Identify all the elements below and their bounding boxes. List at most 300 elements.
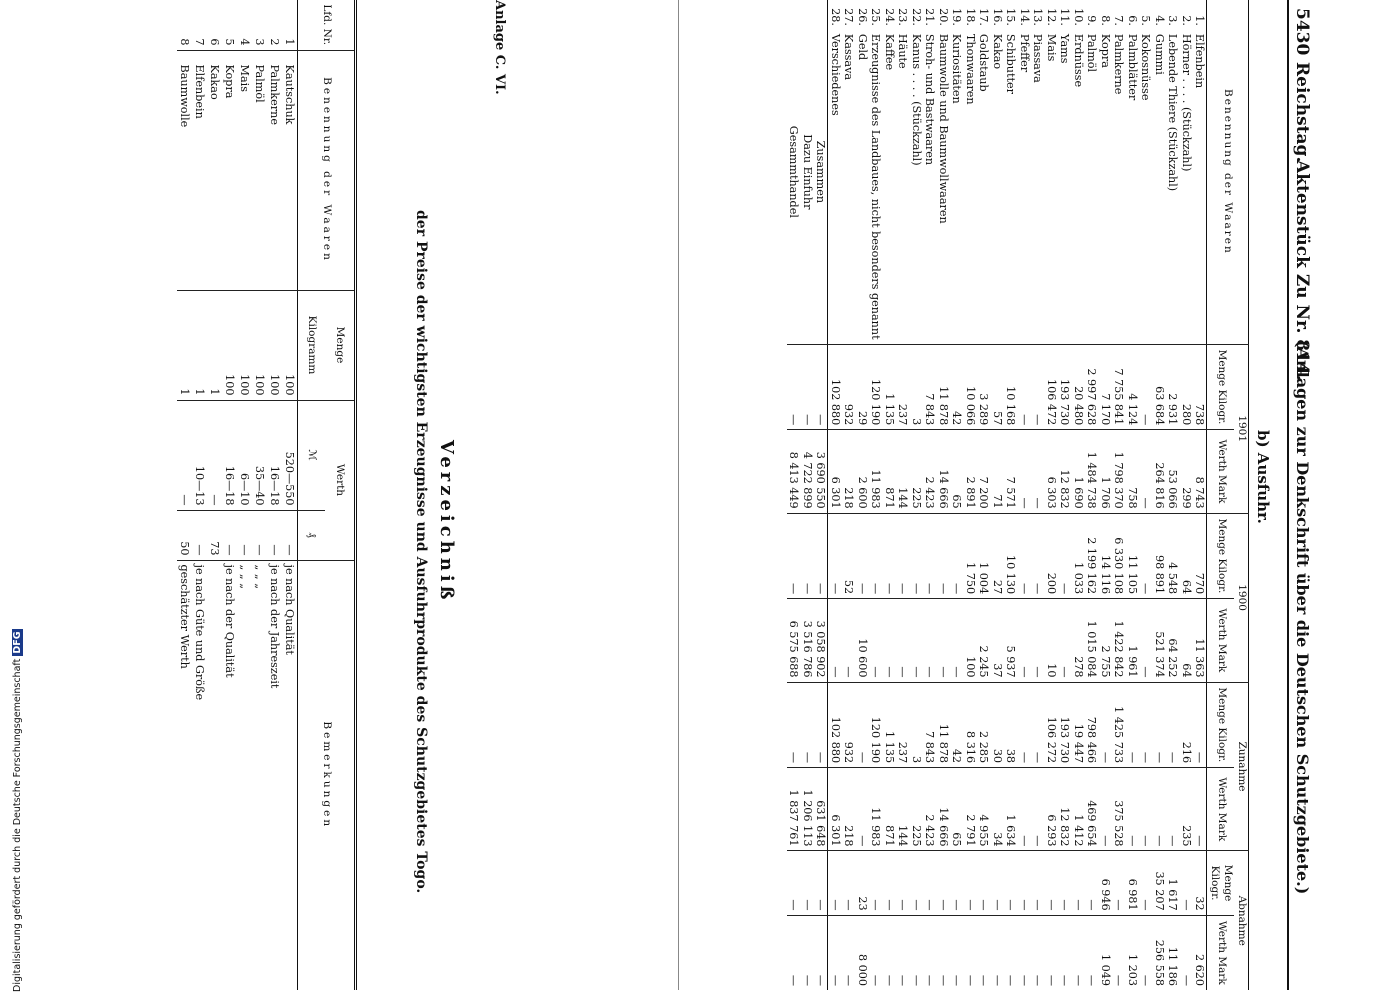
item-name: Kokosnüsse [1139, 33, 1153, 101]
menge-zunahme: — [801, 682, 815, 768]
werth-1900: 64 [1180, 599, 1194, 682]
menge-1900: — [787, 513, 801, 599]
menge-zunahme: 11 878 [937, 682, 951, 768]
menge-1901: 102 880 [828, 344, 842, 430]
werth-mark: 16—18 [222, 400, 237, 510]
werth-1901: — [1018, 430, 1032, 513]
item-name: Gummi [1153, 33, 1166, 75]
menge-abnahme: — [1180, 851, 1194, 915]
menge-1900: — [883, 513, 897, 599]
werth-1900: — [1031, 599, 1045, 682]
menge-abnahme: — [1018, 851, 1032, 915]
menge-abnahme: — [1004, 851, 1018, 915]
header-subtitle: (Anlagen zur Denkschrift über die Deutschen Schutzgebiete.) [1293, 340, 1312, 895]
menge-zunahme: 932 [842, 682, 856, 768]
sub-menge: Menge Kilogr. [1207, 513, 1235, 599]
menge-1901: 7 755 841 [1112, 344, 1126, 430]
item-name: Kakao [991, 33, 1004, 70]
menge-zunahme: — [1031, 682, 1045, 768]
menge-abnahme: — [1139, 851, 1153, 915]
werth-pf: — [252, 510, 267, 560]
menge-1900: — [896, 513, 910, 599]
menge-abnahme: — [801, 851, 815, 915]
werth-1900: 64 252 [1166, 599, 1180, 682]
remark: „ „ „ [252, 560, 267, 990]
werth-abnahme: 1 203 [1126, 915, 1140, 990]
werth-pf: — [267, 510, 282, 560]
col-header-zunahme: Zunahme [1235, 682, 1249, 851]
werth-abnahme: — [801, 915, 815, 990]
table-row [1045, 0, 1059, 990]
menge-1901: — [801, 344, 815, 430]
table-row [1139, 0, 1153, 990]
menge-1901: 4 124 [1126, 344, 1140, 430]
dfg-logo: DFG [12, 631, 23, 654]
werth-zunahme: — [1018, 768, 1032, 851]
menge-1901: — [787, 344, 801, 430]
row-number: 9. [1085, 15, 1099, 26]
item-name: Palmöl [252, 50, 267, 290]
menge-1901: 106 472 [1045, 344, 1059, 430]
menge-abnahme: 32 [1193, 851, 1207, 915]
menge-zunahme: — [1018, 682, 1032, 768]
werth-1901: — [1139, 430, 1153, 513]
werth-1900: — [828, 599, 842, 682]
werth-zunahme: 2 423 [923, 768, 937, 851]
werth-1901: 144 [896, 430, 910, 513]
menge-zunahme: — [1139, 682, 1153, 768]
row-number: 3 [253, 38, 267, 46]
werth-1901: 11 983 [869, 430, 883, 513]
item-name: Baumwolle und Baumwollwaaren [937, 33, 950, 224]
item-name: Erzeugnisse des Landbaues, nicht besonders genannt [869, 33, 883, 340]
menge-abnahme: — [964, 851, 978, 915]
menge: 100 [222, 290, 237, 400]
werth-1901: 225 [910, 430, 924, 513]
menge-abnahme: — [910, 851, 924, 915]
werth-1901: 7 200 [977, 430, 991, 513]
menge-zunahme: 42 [950, 682, 964, 768]
werth-1901: 758 [1126, 430, 1140, 513]
col-header-nr: Lfd. Nr. [320, 4, 333, 46]
row-number: 2 [268, 38, 282, 46]
row-number: 26. [856, 8, 869, 26]
total-row [801, 0, 815, 990]
table-row [1166, 0, 1180, 990]
werth-zunahme: 1 206 113 [801, 768, 815, 851]
werth-1901: 7 571 [1004, 430, 1018, 513]
item-name: Kaffee [883, 33, 896, 71]
table-row [842, 0, 856, 990]
remark: je nach der Jahreszeit [267, 560, 282, 990]
menge-1900: — [1139, 513, 1153, 599]
item-name: Piassava [1031, 33, 1045, 83]
menge-1900: 4 548 [1166, 513, 1180, 599]
werth-abnahme: — [964, 915, 978, 990]
item-name: Geld [856, 33, 869, 61]
menge-zunahme: 106 272 [1045, 682, 1059, 768]
werth-1901: 218 [842, 430, 856, 513]
werth-abnahme: — [937, 915, 951, 990]
anlage-subheading: der Preise der wichtigsten Erzeugnisse und Ausfuhrprodukte des Schutzgebietes Togo. [413, 210, 429, 894]
werth-zunahme: — [856, 768, 870, 851]
row-number: 7. [1112, 15, 1126, 26]
menge-1901: 3 [910, 344, 924, 430]
row-number: 19. [950, 8, 964, 26]
anlage-label: Anlage C. VI. [492, 0, 507, 95]
werth-1900: — [910, 599, 924, 682]
menge-zunahme: 193 730 [1058, 682, 1072, 768]
item-name: Palmkerne [267, 50, 282, 290]
menge-zunahme: 798 466 [1085, 682, 1099, 768]
werth-1900: — [896, 599, 910, 682]
werth-mark: 6—10 [237, 400, 252, 510]
menge-zunahme: 3 [910, 682, 924, 768]
item-name: Kopra [222, 50, 237, 290]
row-number: 4 [238, 38, 252, 46]
werth-1901: 14 666 [937, 430, 951, 513]
werth-zunahme: 469 654 [1085, 768, 1099, 851]
row-number: 2. [1180, 15, 1193, 26]
menge-1901: 57 [991, 344, 1005, 430]
werth-abnahme: — [910, 915, 924, 990]
item-name: Häute [896, 33, 910, 69]
price-table-body [177, 0, 298, 990]
sub-werth: Werth Mark [1207, 915, 1235, 990]
row-number: 6. [1126, 15, 1139, 26]
table-row [856, 0, 870, 990]
remark: je nach der Qualität [222, 560, 237, 990]
export-totals [787, 0, 828, 990]
item-name: Kopra [1099, 33, 1112, 68]
werth-abnahme: — [950, 915, 964, 990]
menge-1900: — [923, 513, 937, 599]
page-number: 5430 [1292, 8, 1312, 56]
item-name: Mais [1045, 33, 1058, 62]
werth-1900: — [883, 599, 897, 682]
werth-1900: 11 363 [1193, 599, 1207, 682]
menge-1901: 932 [842, 344, 856, 430]
werth-1900: 37 [991, 599, 1005, 682]
table-row [991, 0, 1005, 990]
menge-1901: 11 878 [937, 344, 951, 430]
werth-1900: 521 374 [1153, 599, 1167, 682]
werth-abnahme: — [828, 915, 842, 990]
werth-1900: 1 015 084 [1085, 599, 1099, 682]
werth-1900: — [950, 599, 964, 682]
menge-abnahme: — [896, 851, 910, 915]
row-number: 23. [896, 8, 910, 26]
werth-1901: 299 [1180, 430, 1194, 513]
werth-1900: 6 575 688 [787, 599, 801, 682]
table-row [1112, 0, 1126, 990]
werth-1900: — [923, 599, 937, 682]
werth-1900: 278 [1072, 599, 1086, 682]
table-row [828, 0, 842, 990]
werth-zunahme: 6 301 [828, 768, 842, 851]
werth-1901: 3 690 550 [814, 430, 828, 513]
row-number: 10. [1072, 8, 1085, 26]
werth-1901: 53 066 [1166, 430, 1180, 513]
werth-abnahme: — [883, 915, 897, 990]
menge-zunahme: 38 [1004, 682, 1018, 768]
item-name: Elfenbein [1193, 33, 1207, 89]
menge-abnahme: 6 981 [1126, 851, 1140, 915]
menge-1901: — [1139, 344, 1153, 430]
row-number: 12. [1045, 8, 1058, 26]
row-number: 5. [1139, 15, 1153, 26]
remark: „ „ „ [237, 560, 252, 990]
table-row [869, 0, 883, 990]
werth-1901: 2 891 [964, 430, 978, 513]
werth-1901: 71 [991, 430, 1005, 513]
werth-abnahme: — [1180, 915, 1194, 990]
header-source: Reichstag. [1292, 62, 1312, 163]
menge-zunahme: 30 [991, 682, 1005, 768]
item-name: Thonwaaren [964, 33, 977, 105]
werth-1900: 2 755 [1099, 599, 1113, 682]
price-row [177, 0, 192, 990]
col-header-menge-unit: Kilogramm [298, 290, 326, 400]
menge-1901: 7 843 [923, 344, 937, 430]
menge-1901: 2 997 628 [1085, 344, 1099, 430]
menge-1901: 1 135 [883, 344, 897, 430]
menge-abnahme: — [883, 851, 897, 915]
row-number: 20. [937, 8, 950, 26]
table-row [937, 0, 951, 990]
werth-1900: 100 [964, 599, 978, 682]
row-number: 1. [1193, 15, 1207, 26]
col-header-werth: Werth [326, 400, 356, 560]
menge-zunahme: 19 447 [1072, 682, 1086, 768]
item-name: Kuriositäten [950, 33, 964, 104]
menge-1901: — [1018, 344, 1032, 430]
remark: geschätzter Werth [177, 560, 192, 990]
menge-abnahme: — [977, 851, 991, 915]
total-row [814, 0, 828, 990]
item-name: Goldstaub [977, 33, 991, 92]
remark [207, 560, 222, 990]
menge-1900: — [1018, 513, 1032, 599]
werth-zunahme: 235 [1180, 768, 1194, 851]
menge-abnahme: — [869, 851, 883, 915]
werth-zunahme: 14 666 [937, 768, 951, 851]
row-number: 14. [1018, 8, 1031, 26]
werth-1901: 2 600 [856, 430, 870, 513]
remark: je nach Qualität [282, 560, 298, 990]
table-row [883, 0, 897, 990]
export-table [787, 0, 1249, 990]
werth-zunahme: 631 648 [814, 768, 828, 851]
dfg-credit-text: Digitalisierung gefördert durch die Deutsche Forschungsgemeinschaft [12, 658, 23, 992]
werth-zunahme: 1 634 [1004, 768, 1018, 851]
werth-mark: 35—40 [252, 400, 267, 510]
menge-1900: — [937, 513, 951, 599]
menge-1900: — [814, 513, 828, 599]
row-number: 7 [193, 38, 207, 46]
price-row [252, 0, 267, 990]
werth-abnahme: — [1004, 915, 1018, 990]
menge-zunahme: 120 190 [869, 682, 883, 768]
menge-1900: 2 199 162 [1085, 513, 1099, 599]
menge-1901: 42 [950, 344, 964, 430]
menge-abnahme: — [1112, 851, 1126, 915]
menge-zunahme: 237 [896, 682, 910, 768]
row-number: 16. [991, 8, 1004, 26]
menge-1900: 11 105 [1126, 513, 1140, 599]
table-row [910, 0, 924, 990]
menge-zunahme: 216 [1180, 682, 1194, 768]
menge-1900: 27 [991, 513, 1005, 599]
menge-abnahme: 1 617 [1166, 851, 1180, 915]
werth-abnahme: 2 620 [1193, 915, 1207, 990]
menge-1901: — [1031, 344, 1045, 430]
table-row [1153, 0, 1167, 990]
menge-zunahme: 102 880 [828, 682, 842, 768]
total-row [787, 0, 801, 990]
menge-1901: 3 289 [977, 344, 991, 430]
sub-werth: Werth Mark [1207, 599, 1235, 682]
row-number: 5 [223, 38, 237, 46]
werth-zunahme: 12 832 [1058, 768, 1072, 851]
table-row [950, 0, 964, 990]
menge-1901: 20 480 [1072, 344, 1086, 430]
menge: 100 [282, 290, 298, 400]
price-table [177, 0, 357, 990]
menge: 100 [237, 290, 252, 400]
menge-1900: — [856, 513, 870, 599]
menge-zunahme: 1 425 733 [1112, 682, 1126, 768]
werth-1901: 2 423 [923, 430, 937, 513]
item-name: Schibutter [1004, 33, 1018, 94]
werth-1901: 871 [883, 430, 897, 513]
menge-1900: — [910, 513, 924, 599]
menge-1901: 193 730 [1058, 344, 1072, 430]
menge-1900: 1 033 [1072, 513, 1086, 599]
werth-mark: 10—13 [192, 400, 207, 510]
werth-zunahme: — [1139, 768, 1153, 851]
price-row [192, 0, 207, 990]
werth-1901: 1 690 [1072, 430, 1086, 513]
werth-zunahme: 1 412 [1072, 768, 1086, 851]
menge-zunahme: — [1153, 682, 1167, 768]
menge-1901: 120 190 [869, 344, 883, 430]
col-header-menge: Menge [326, 290, 356, 400]
menge-zunahme: — [814, 682, 828, 768]
werth-pf: — [282, 510, 298, 560]
table-row [1099, 0, 1113, 990]
werth-1901: 1 798 370 [1112, 430, 1126, 513]
werth-zunahme: 34 [991, 768, 1005, 851]
menge: 1 [192, 290, 207, 400]
table-row [1085, 0, 1099, 990]
row-number: 24. [883, 8, 896, 26]
werth-1901: 6 301 [828, 430, 842, 513]
menge: 1 [177, 290, 192, 400]
werth-abnahme: — [1045, 915, 1059, 990]
werth-zunahme: 4 955 [977, 768, 991, 851]
werth-1900: 10 [1045, 599, 1059, 682]
werth-abnahme: — [1085, 915, 1099, 990]
menge-1901: — [814, 344, 828, 430]
total-label: Zusammen [814, 140, 828, 204]
werth-abnahme: — [1072, 915, 1086, 990]
werth-abnahme: — [814, 915, 828, 990]
werth-abnahme: 256 558 [1153, 915, 1167, 990]
menge-1901: 7 170 [1099, 344, 1113, 430]
menge-abnahme: — [923, 851, 937, 915]
price-row [222, 0, 237, 990]
section-divider [678, 0, 679, 990]
menge-zunahme: — [856, 682, 870, 768]
werth-pf: — [192, 510, 207, 560]
werth-1900: 5 937 [1004, 599, 1018, 682]
werth-zunahme: 218 [842, 768, 856, 851]
item-name: Hörner . . . . (Stückzahl) [1180, 33, 1193, 172]
item-name: Erdnüsse [1072, 33, 1085, 88]
item-name: Kakao [207, 50, 222, 290]
menge-1900: 1 750 [964, 513, 978, 599]
werth-1900: 10 600 [856, 599, 870, 682]
werth-zunahme: 65 [950, 768, 964, 851]
werth-zunahme: 375 528 [1112, 768, 1126, 851]
row-number: 27. [842, 8, 856, 26]
row-number: 18. [964, 8, 977, 26]
col-header-mark: ℳ [298, 400, 326, 510]
werth-abnahme: — [977, 915, 991, 990]
werth-zunahme: — [1126, 768, 1140, 851]
table-row [923, 0, 937, 990]
table-row [964, 0, 978, 990]
item-name: Palmöl [1085, 33, 1099, 73]
werth-mark: — [207, 400, 222, 510]
werth-1900: — [842, 599, 856, 682]
table-row [896, 0, 910, 990]
werth-1901: 4 722 899 [801, 430, 815, 513]
header-rule [1287, 0, 1289, 990]
menge-zunahme: 7 843 [923, 682, 937, 768]
sub-menge: Menge Kilogr. [1207, 851, 1235, 915]
row-number: 25. [869, 8, 883, 26]
row-number: 21. [923, 8, 937, 26]
item-name: Elfenbein [192, 50, 207, 290]
werth-1901: 12 832 [1058, 430, 1072, 513]
werth-1900: 2 245 [977, 599, 991, 682]
menge-abnahme: 6 946 [1099, 851, 1113, 915]
werth-pf: 73 [207, 510, 222, 560]
werth-abnahme: — [991, 915, 1005, 990]
row-number: 1 [283, 38, 297, 46]
menge-1901: 10 168 [1004, 344, 1018, 430]
table-row [1018, 0, 1032, 990]
werth-zunahme: — [1153, 768, 1167, 851]
menge-abnahme: — [828, 851, 842, 915]
sub-menge: Menge Kilogr. [1207, 344, 1235, 430]
menge-abnahme: — [991, 851, 1005, 915]
werth-abnahme: — [1018, 915, 1032, 990]
menge-abnahme: — [787, 851, 801, 915]
row-number: 8. [1099, 15, 1112, 26]
row-number: 13. [1031, 8, 1045, 26]
menge-1900: 770 [1193, 513, 1207, 599]
werth-abnahme: — [896, 915, 910, 990]
price-row [267, 0, 282, 990]
werth-abnahme: — [1139, 915, 1153, 990]
werth-abnahme: — [923, 915, 937, 990]
werth-mark: 16—18 [267, 400, 282, 510]
werth-abnahme: — [1112, 915, 1126, 990]
werth-1900: — [1139, 599, 1153, 682]
